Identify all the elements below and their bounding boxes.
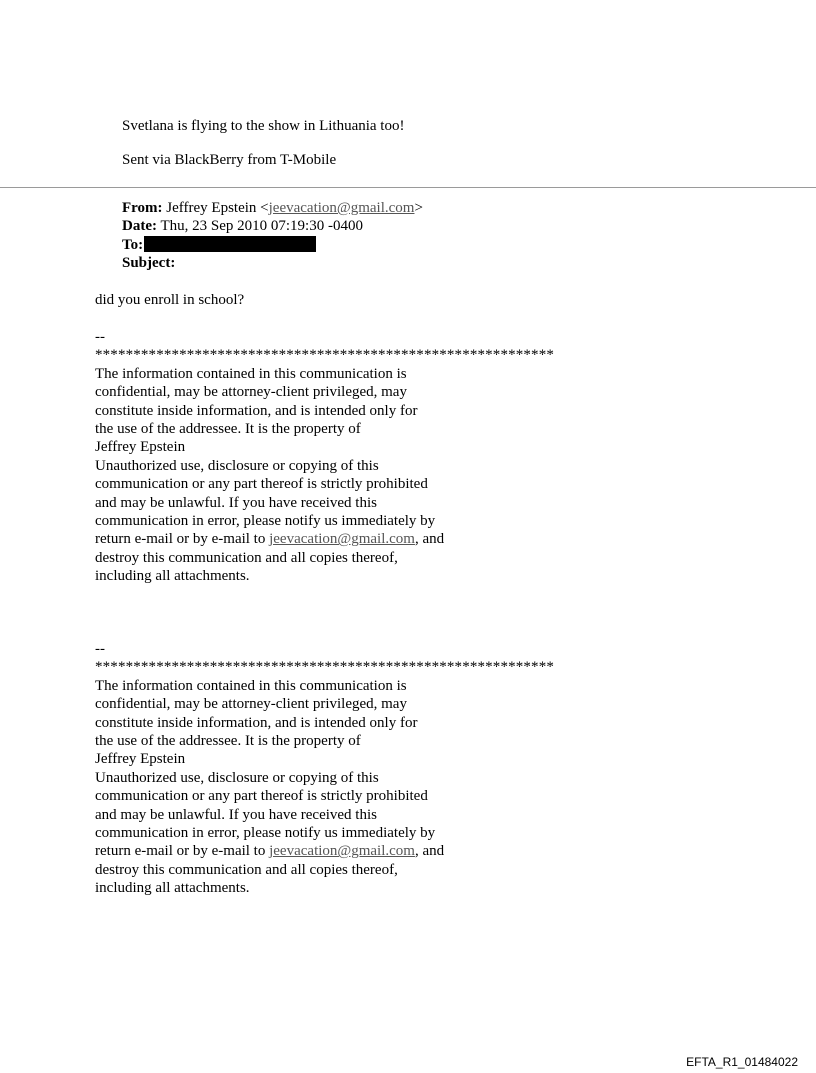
footer-line: including all attachments. [95,880,250,897]
footer-line: The information contained in this communication is [95,365,407,382]
footer-link-line [95,530,554,548]
footer-line: destroy this communication and all copies thereof, [95,861,398,878]
mobile-signature: Sent via BlackBerry from T-Mobile [122,152,337,168]
footer-line: communication in error, please notify us immediately by [95,824,436,841]
footer-dashes: -- [95,641,105,657]
quoted-message-header [122,199,423,273]
footer-line: constitute inside information, and is intended only for [95,714,418,731]
footer-closing-text [95,549,554,586]
footer-email-link[interactable]: jeevacation@gmail.com [269,843,415,860]
from-close: > [414,200,423,216]
footer-line: confidential, may be attorney-client privileged, may [95,384,407,401]
footer-dashes: -- [95,329,105,345]
footer-line: communication or any part thereof is strictly prohibited [95,476,428,493]
message-body: did you enroll in school? [95,292,245,308]
subject-row [122,254,423,272]
footer-line: Unauthorized use, disclosure or copying of this [95,769,379,786]
footer-line: the use of the addressee. It is the property of [95,732,361,749]
reply-text: Svetlana is flying to the show in Lithuania too! [122,118,405,134]
footer-line: Jeffrey Epstein [95,439,186,456]
from-name: Jeffrey Epstein < [162,200,269,216]
footer-line: confidential, may be attorney-client privileged, may [95,696,407,713]
footer-line: destroy this communication and all copies thereof, [95,549,398,566]
from-email-link[interactable]: jeevacation@gmail.com [268,200,415,216]
from-label: From: [122,200,163,216]
date-value: Thu, 23 Sep 2010 07:19:30 -0400 [156,218,363,235]
footer-line: including all attachments. [95,568,250,585]
footer-line: and may be unlawful. If you have received this [95,806,377,823]
confidentiality-footer [95,328,554,585]
footer-closing-text [95,861,554,898]
footer-text [95,677,554,843]
footer-line: Jeffrey Epstein [95,751,186,768]
footer-stars: ************************************************************ [95,347,554,364]
to-label: To: [122,236,144,253]
date-row [122,217,423,235]
confidentiality-footer [95,640,554,897]
footer-line: The information contained in this communication is [95,677,407,694]
footer-line: communication in error, please notify us immediately by [95,512,436,529]
footer-link-prefix: return e-mail or by e-mail to [95,531,270,548]
footer-link-prefix: return e-mail or by e-mail to [95,843,270,860]
footer-line: communication or any part thereof is strictly prohibited [95,788,428,805]
from-row [122,199,423,217]
redaction-bar [144,236,316,252]
footer-stars: ************************************************************ [95,659,554,676]
footer-link-suffix: , and [414,843,445,860]
date-label: Date: [122,218,157,235]
footer-line: Unauthorized use, disclosure or copying of this [95,457,379,474]
to-row [122,236,423,254]
subject-label: Subject: [122,255,176,272]
document-id: EFTA_R1_01484022 [686,1055,798,1069]
message-divider [0,187,816,188]
footer-line: and may be unlawful. If you have received this [95,494,377,511]
footer-text [95,365,554,531]
footer-line: the use of the addressee. It is the property of [95,420,361,437]
footer-link-line [95,842,554,860]
footer-line: constitute inside information, and is intended only for [95,402,418,419]
footer-email-link[interactable]: jeevacation@gmail.com [269,531,415,548]
footer-link-suffix: , and [414,531,445,548]
